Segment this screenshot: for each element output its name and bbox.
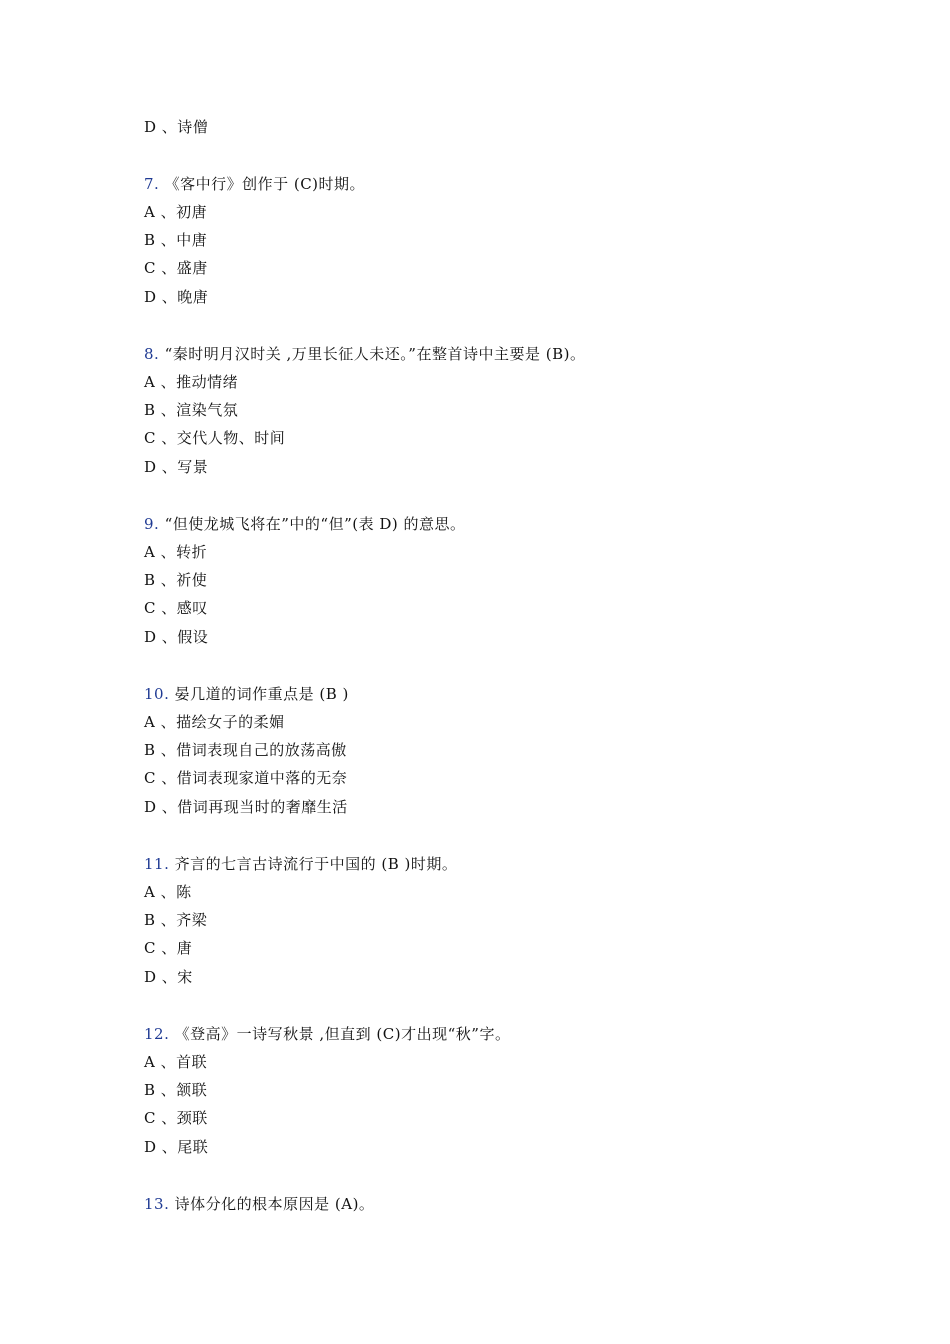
option-d: D 、借词再现当时的奢靡生活 <box>144 798 348 816</box>
option-c: C 、唐 <box>144 939 193 957</box>
option-b: B 、齐梁 <box>144 911 208 929</box>
question-number: 13. <box>144 1195 170 1213</box>
question-number: 12. <box>144 1025 170 1043</box>
question-number: 7. <box>144 175 160 193</box>
option-d: D 、尾联 <box>144 1138 209 1156</box>
question-number: 11. <box>144 855 170 873</box>
option-b: B 、渲染气氛 <box>144 401 239 419</box>
option-d: D 、晚唐 <box>144 288 209 306</box>
question-10 <box>144 684 349 704</box>
question-number: 8. <box>144 345 160 363</box>
question-text: 齐言的七言古诗流行于中国的 (B )时期。 <box>169 855 458 873</box>
option-b: B 、借词表现自己的放荡高傲 <box>144 741 347 759</box>
question-12 <box>144 1024 510 1044</box>
question-text: 诗体分化的根本原因是 (A)。 <box>169 1195 375 1213</box>
option-a: A 、转折 <box>144 543 208 561</box>
option-a: A 、初唐 <box>144 203 208 221</box>
question-8 <box>144 344 585 364</box>
option-b: B 、颔联 <box>144 1081 208 1099</box>
option-a: A 、首联 <box>144 1053 208 1071</box>
option-c: C 、交代人物、时间 <box>144 429 286 447</box>
question-9 <box>144 514 466 534</box>
option-b: B 、祈使 <box>144 571 208 589</box>
question-text: “秦时明月汉时关 ,万里长征人未还。”在整首诗中主要是 (B)。 <box>159 345 586 363</box>
question-number: 10. <box>144 685 170 703</box>
option-d: D 、假设 <box>144 628 209 646</box>
option-c: C 、借词表现家道中落的无奈 <box>144 769 348 787</box>
question-number: 9. <box>144 515 160 533</box>
option-a: A 、推动情绪 <box>144 373 239 391</box>
option-c: C 、盛唐 <box>144 259 208 277</box>
question-text: “但使龙城飞将在”中的“但”(表 D) 的意思。 <box>159 515 466 533</box>
option-a: A 、陈 <box>144 883 192 901</box>
option-b: B 、中唐 <box>144 231 208 249</box>
option-d-q6: D 、诗僧 <box>144 118 209 136</box>
option-d: D 、写景 <box>144 458 209 476</box>
option-c: C 、颈联 <box>144 1109 208 1127</box>
question-text: 《登高》一诗写秋景 ,但直到 (C)才出现“秋”字。 <box>169 1025 511 1043</box>
option-d: D 、宋 <box>144 968 193 986</box>
question-7 <box>144 174 365 194</box>
question-13 <box>144 1194 374 1214</box>
question-text: 《客中行》创作于 (C)时期。 <box>159 175 366 193</box>
question-11 <box>144 854 457 874</box>
question-text: 晏几道的词作重点是 (B ) <box>169 685 349 703</box>
option-c: C 、感叹 <box>144 599 208 617</box>
option-a: A 、描绘女子的柔媚 <box>144 713 285 731</box>
